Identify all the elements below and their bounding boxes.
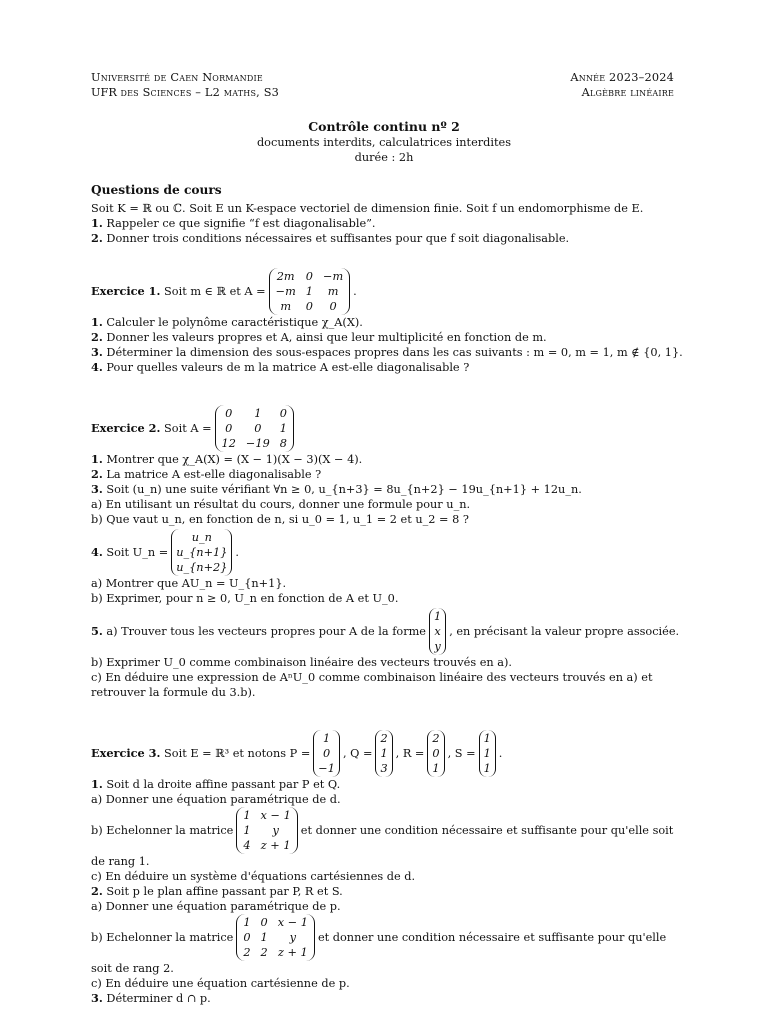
vector-cell: x (434, 625, 441, 638)
eigenvector-form (429, 608, 446, 655)
matrix-cell: m (280, 300, 292, 313)
ex3-intro: Soit E = ℝ³ et notons P = (164, 747, 311, 760)
ex2-question-1 (91, 452, 674, 467)
vector-cell: 1 (323, 732, 331, 745)
ex2-question-5c: c) En déduire une expression de AⁿU_0 comme combinaison linéaire des vecteurs trouvés en a) et retrouver la formule du 3.b). (91, 671, 653, 699)
matrix-cell: 0 (243, 931, 251, 944)
ex3-question-3 (91, 991, 674, 1006)
question-number: 4. (91, 545, 103, 559)
matrix-cell: 0 (225, 422, 233, 435)
ex3-question-1b (91, 807, 674, 854)
vector-cell: 1 (483, 762, 491, 775)
vector-cell: 1 (432, 762, 440, 775)
question-number: 3. (91, 345, 103, 359)
matrix-cell: x − 1 (277, 916, 308, 929)
faculty-program: des Sciences – L2 maths, S3 (120, 86, 280, 99)
vector-cell: 1 (434, 610, 442, 623)
matrix-cell: m (327, 285, 339, 298)
exam-rules: documents interdits, calculatrices interdites (256, 136, 512, 149)
matrix-cell: 0 (305, 300, 313, 313)
matrix-cell: 0 (254, 422, 262, 435)
question-number: 1. (91, 777, 103, 791)
point-p-vector (313, 730, 340, 777)
ex3-question-2a: a) Donner une équation paramétrique de p. (91, 900, 341, 913)
vector-cell: 1 (483, 747, 491, 760)
matrix-cell: 0 (260, 916, 268, 929)
matrix-cell: 1 (243, 916, 251, 929)
point-q-vector (375, 730, 392, 777)
question-text: Déterminer la dimension des sous-espaces propres dans les cas suivants : m = 0, m = 1, m ∉ {0, 1}. (106, 346, 683, 359)
question-number: 1. (91, 216, 103, 230)
ex1-period: . (353, 285, 357, 298)
matrix-cell: 1 (254, 407, 262, 420)
ex3-statement (91, 730, 674, 777)
ex2-question-5 (91, 608, 680, 655)
cours-question-2 (91, 231, 674, 246)
ex2-question-2 (91, 467, 674, 482)
question-number: 1. (91, 315, 103, 329)
matrix-cell: 4 (243, 839, 251, 852)
matrix-cell: −m (275, 285, 296, 298)
faculty-line (91, 85, 279, 100)
exam-duration: durée : 2h (354, 151, 414, 164)
ex1-statement (91, 268, 674, 315)
question-text: Soit (u_n) une suite vérifiant ∀n ≥ 0, u_{n+3} = 8u_{n+2} − 19u_{n+1} + 12u_n. (106, 483, 582, 496)
question-text: Montrer que χ_A(X) = (X − 1)(X − 3)(X − 4). (106, 453, 363, 466)
exam-title: Contrôle continu nº 2 (308, 119, 460, 134)
ex3-question-1 (91, 777, 674, 792)
question-number: 4. (91, 360, 103, 374)
ex2-question-4 (91, 529, 674, 576)
vector-cell: 0 (323, 747, 331, 760)
ex1-question-3 (91, 345, 683, 360)
question-text: et donner une condition nécessaire et suffisante pour qu'elle soit (300, 824, 674, 837)
ex2-intro: Soit A = (164, 422, 212, 435)
ex3-question-1b-cont: de rang 1. (91, 855, 150, 868)
ex2-statement (91, 405, 674, 452)
question-text: et donner une condition nécessaire et suffisante pour qu'elle (317, 931, 667, 944)
vector-cell: 2 (432, 732, 440, 745)
matrix-cell: 1 (243, 809, 251, 822)
question-text: Donner trois conditions nécessaires et suffisantes pour que f soit diagonalisable. (106, 232, 570, 245)
q-label: , Q = (342, 747, 373, 760)
question-number: 2. (91, 330, 103, 344)
university-name: Université de Caen Normandie (91, 71, 263, 84)
ex3-label: Exercice 3. (91, 746, 161, 760)
course-name: Algèbre linéaire (581, 86, 674, 99)
ex1-question-2 (91, 330, 674, 345)
ex1-intro: Soit m ∈ ℝ et A = (164, 285, 266, 298)
matrix-cell: z + 1 (277, 946, 308, 959)
faculty-ufr: UFR (91, 86, 121, 99)
ex2-label: Exercice 2. (91, 421, 161, 435)
question-text: La matrice A est-elle diagonalisable ? (106, 468, 322, 481)
vector-cell: 1 (380, 747, 388, 760)
ex2-matrix (215, 405, 294, 452)
vector-cell: −1 (318, 762, 335, 775)
point-s-vector (479, 730, 496, 777)
vector-cell: u_n (191, 531, 212, 544)
ex1-question-1 (91, 315, 674, 330)
question-text: a) Trouver tous les vecteurs propres pour A de la forme (106, 625, 426, 638)
matrix-cell: 2m (276, 270, 295, 283)
question-text: Soit p le plan affine passant par P, R et S. (106, 885, 343, 898)
exam-title-block (0, 119, 768, 165)
ex2-question-5b: b) Exprimer U_0 comme combinaison linéaire des vecteurs trouvés en a). (91, 656, 512, 669)
r-label: , R = (395, 747, 425, 760)
question-number: 3. (91, 482, 103, 496)
question-number: 2. (91, 884, 103, 898)
question-number: 1. (91, 452, 103, 466)
vector-cell: 1 (483, 732, 491, 745)
question-text: , en précisant la valeur propre associée. (449, 625, 680, 638)
un-vector (171, 529, 232, 576)
matrix-cell: 8 (279, 437, 287, 450)
ex1-matrix (269, 268, 351, 315)
matrix-cell: y (289, 931, 297, 944)
question-text: Donner les valeurs propres et A, ainsi que leur multiplicité en fonction de m. (106, 331, 547, 344)
vector-cell: u_{n+2} (176, 561, 228, 574)
ex3-matrix-rank2 (236, 914, 315, 961)
s-label: , S = (447, 747, 476, 760)
matrix-cell: x − 1 (260, 809, 291, 822)
ex2-question-4a: a) Montrer que AU_n = U_{n+1}. (91, 577, 287, 590)
header-left (91, 70, 279, 100)
question-text: Pour quelles valeurs de m la matrice A est-elle diagonalisable ? (106, 361, 470, 374)
question-text: b) Echelonner la matrice (91, 931, 234, 944)
cours-question-1 (91, 216, 674, 231)
matrix-cell: 1 (279, 422, 287, 435)
matrix-cell: 2 (260, 946, 268, 959)
matrix-cell: 2 (243, 946, 251, 959)
vector-cell: 3 (380, 762, 388, 775)
header-right (570, 70, 674, 100)
ex3-question-1c: c) En déduire un système d'équations cartésiennes de d. (91, 870, 416, 883)
matrix-cell: 0 (225, 407, 233, 420)
question-number: 2. (91, 467, 103, 481)
point-r-vector (427, 730, 444, 777)
ex1-label: Exercice 1. (91, 284, 161, 298)
vector-cell: 0 (432, 747, 440, 760)
ex3-question-1a: a) Donner une équation paramétrique de d. (91, 793, 341, 806)
question-text: Soit U_n = (106, 546, 169, 559)
question-text: Déterminer d ∩ p. (106, 992, 211, 1005)
matrix-cell: 1 (243, 824, 251, 837)
ex2-question-4b: b) Exprimer, pour n ≥ 0, U_n en fonction de A et U_0. (91, 592, 399, 605)
matrix-cell: 0 (329, 300, 337, 313)
exam-content (91, 183, 683, 1006)
matrix-cell: 0 (305, 270, 313, 283)
ex3-question-2b (91, 914, 674, 961)
ex3-question-2b-cont: soit de rang 2. (91, 962, 174, 975)
question-number: 2. (91, 231, 103, 245)
cours-intro: Soit K = ℝ ou ℂ. Soit E un K-espace vectoriel de dimension finie. Soit f un endomorphisme de E. (91, 202, 644, 215)
question-text: b) Echelonner la matrice (91, 824, 234, 837)
matrix-cell: 0 (279, 407, 287, 420)
question-text: Soit d la droite affine passant par P et Q. (106, 778, 341, 791)
matrix-cell: −m (322, 270, 344, 283)
matrix-cell: z + 1 (260, 839, 291, 852)
matrix-cell: y (272, 824, 279, 837)
ex3-question-2 (91, 884, 674, 899)
academic-year: Année 2023–2024 (570, 71, 674, 84)
question-number: 3. (91, 991, 103, 1005)
question-text: Calculer le polynôme caractéristique χ_A(X). (106, 316, 363, 329)
vector-cell: 2 (380, 732, 388, 745)
vector-cell: u_{n+1} (176, 546, 228, 559)
question-number: 5. (91, 624, 103, 638)
ex3-matrix-rank1 (236, 807, 297, 854)
matrix-cell: 1 (305, 285, 313, 298)
period: . (235, 546, 240, 559)
ex1-question-4 (91, 360, 674, 375)
ex2-question-3a: a) En utilisant un résultat du cours, donner une formule pour u_n. (91, 498, 471, 511)
matrix-cell: −19 (245, 437, 270, 450)
period: . (498, 747, 503, 760)
matrix-cell: 12 (221, 437, 236, 450)
matrix-cell: 1 (260, 931, 268, 944)
vector-cell: y (434, 640, 441, 653)
page-header (91, 70, 674, 100)
ex3-question-2c: c) En déduire une équation cartésienne de p. (91, 977, 350, 990)
ex2-question-3 (91, 482, 674, 497)
ex2-question-3b: b) Que vaut u_n, en fonction de n, si u_0 = 1, u_1 = 2 et u_2 = 8 ? (91, 513, 469, 526)
question-text: Rappeler ce que signifie “f est diagonalisable”. (106, 217, 376, 230)
cours-heading: Questions de cours (91, 183, 222, 197)
